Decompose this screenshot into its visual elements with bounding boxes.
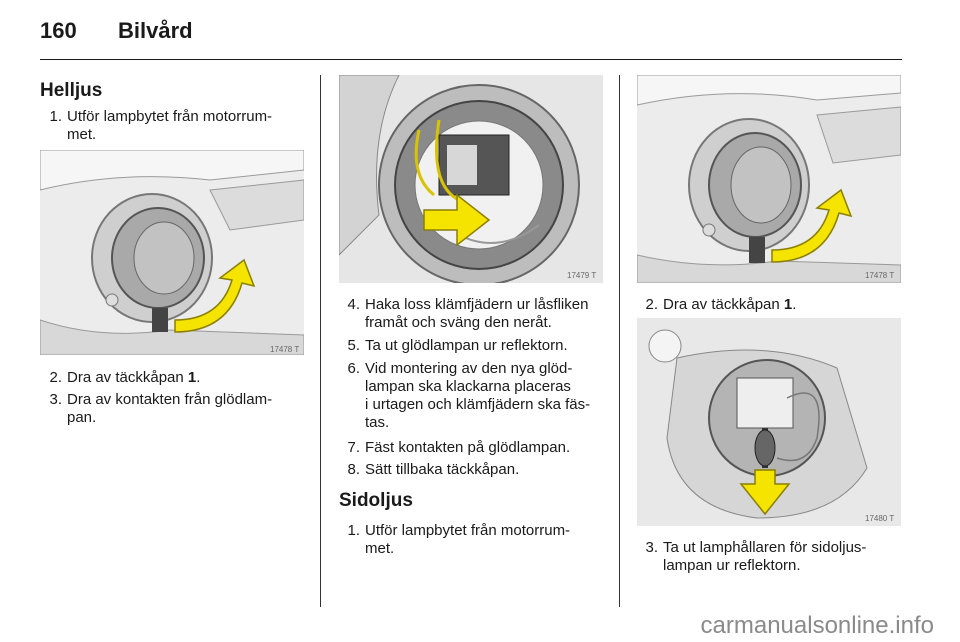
list-item: [44, 108, 314, 144]
step-number: 1.: [49, 108, 62, 125]
figure-code: 17478 T: [865, 271, 895, 280]
step-text: Ta ut lamphållaren för sidoljus- lampan ur reflektorn.: [663, 539, 867, 574]
figure-code: 17480 T: [865, 514, 895, 523]
page-number: 160: [40, 18, 77, 43]
list-item: [44, 369, 314, 387]
step-text: Ta ut glödlampan ur reflektorn.: [365, 337, 568, 354]
step-text: Haka loss klämfjädern ur låsfliken framåt och sväng den neråt.: [365, 296, 589, 331]
figure-side-lamp-holder: [637, 318, 901, 526]
column-divider: [619, 75, 620, 607]
step-number: 4.: [347, 296, 360, 313]
figure-code: 17479 T: [567, 271, 597, 280]
list-item: [342, 296, 612, 332]
step-text: Fäst kontakten på glödlampan.: [365, 439, 571, 456]
header-rule: [40, 59, 902, 60]
step-number: 5.: [347, 337, 360, 354]
step-number: 3.: [645, 539, 658, 556]
step-text: Utför lampbytet från motorrum- met.: [365, 522, 571, 557]
step-number: 1.: [347, 522, 360, 539]
page-title: Bilvård: [118, 18, 193, 43]
step-text: Vid montering av den nya glöd- lampan ska klackarna placeras i urtagen och klämfjädern ska fäs- tas.: [365, 360, 591, 431]
list-item: [342, 522, 612, 558]
figure-cover-removal: [637, 75, 901, 283]
list-item: [342, 461, 612, 479]
list-item: [342, 360, 612, 432]
section-heading-sidoljus: Sidoljus: [339, 490, 413, 511]
list-item: [640, 296, 910, 314]
step-number: 6.: [347, 360, 360, 377]
step-text: Sätt tillbaka täckkåpan.: [365, 461, 520, 478]
step-number: 3.: [49, 391, 62, 408]
step-text: Dra av täckkåpan 1.: [67, 369, 201, 386]
list-item: [640, 539, 910, 575]
list-item: [44, 391, 314, 427]
step-number: 8.: [347, 461, 360, 478]
figure-code: 17478 T: [270, 345, 300, 354]
list-item: [342, 439, 612, 457]
step-number: 2.: [645, 296, 658, 313]
figure-bulb-clip: [339, 75, 603, 283]
step-number: 7.: [347, 439, 360, 456]
step-text: Utför lampbytet från motorrum- met.: [67, 108, 273, 143]
watermark: carmanualsonline.info: [700, 612, 934, 639]
list-item: [342, 337, 612, 355]
step-text: Dra av täckkåpan 1.: [663, 296, 797, 313]
step-text: Dra av kontakten från glödlam- pan.: [67, 391, 273, 426]
section-heading-helljus: Helljus: [40, 80, 103, 101]
step-number: 2.: [49, 369, 62, 386]
figure-cover-removal: [40, 150, 304, 355]
column-divider: [320, 75, 321, 607]
